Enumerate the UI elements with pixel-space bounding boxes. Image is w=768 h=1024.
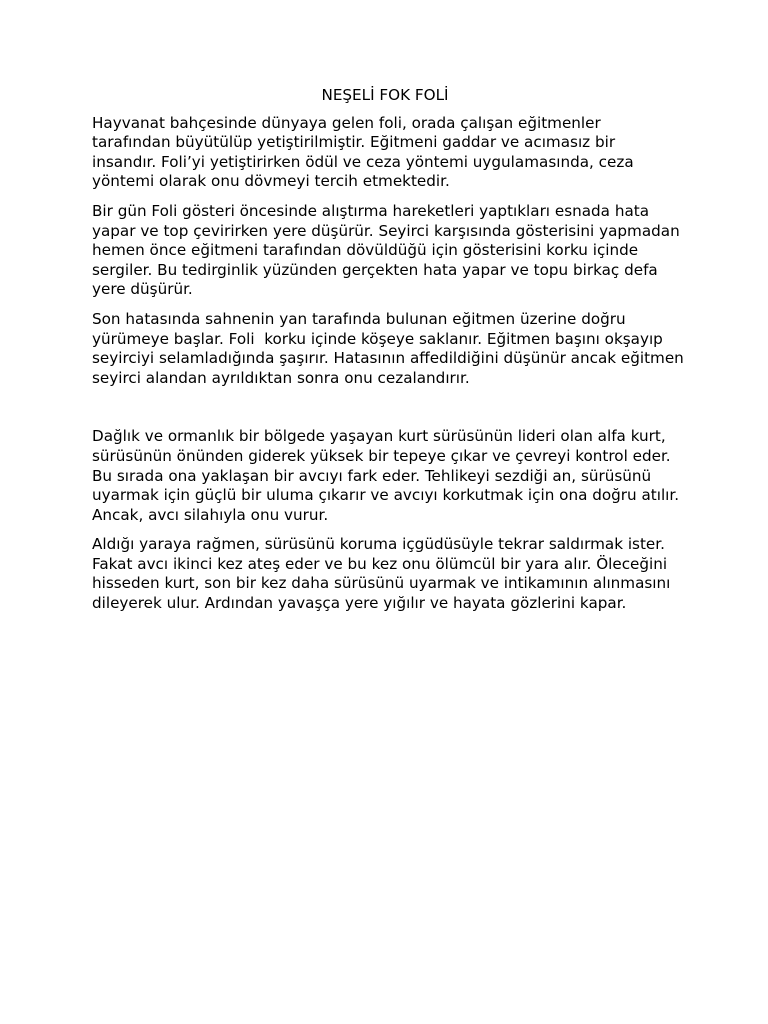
paragraph-3: Son hatasında sahnenin yan tarafında bulunan eğitmen üzerine doğru yürümeye başlar. Foli korku içinde köşeye saklanır. Eğitmen başını okşayıp seyirciyi selamladığında şaşırır. Hatasının affedildiğini düşünür ancak eğitmen seyirci alandan ayrıldıktan sonra onu cezalandırır. [92, 309, 689, 387]
document-body [92, 86, 689, 624]
paragraph-5: Aldığı yaraya rağmen, sürüsünü koruma içgüdüsüyle tekrar saldırmak ister. Fakat avcı ikinci kez ateş eder ve bu kez onu ölümcül bir yara alır. Öleceğini hisseden kurt, son bir kez daha sürüsünü uyarmak ve intikamının alınmasını dileyerek ulur. Ardından yavaşça yere yığılır ve hayata gözlerini kapar. [92, 535, 676, 613]
paragraph-2: Bir gün Foli gösteri öncesinde alıştırma hareketleri yaptıkları esnada hata yapar ve top çevirirken yere düşürür. Seyirci karşısında gösterisini yapmadan hemen önce eğitmeni tarafından dövüldüğü için gösterisini korku içinde sergiler. Bu tedirginlik yüzünden gerçekten hata yapar ve topu birkaç defa yere düşürür. [92, 201, 685, 299]
paragraph-1: Hayvanat bahçesinde dünyaya gelen foli, orada çalışan eğitmenler tarafından büyütülüp yetiştirilmiştir. Eğitmeni gaddar ve acımasız bir insandır. Foli’yi yetiştirirken ödül ve ceza yöntemi uygulamasında, ceza yöntemi olarak onu dövmeyi tercih etmektedir. [92, 113, 639, 191]
document-title: NEŞELİ FOK FOLİ [321, 86, 449, 104]
paragraph-4: Dağlık ve ormanlık bir bölgede yaşayan kurt sürüsünün lideri olan alfa kurt, sürüsünün önünden giderek yüksek bir tepeye çıkar ve çevreyi kontrol eder. Bu sırada ona yaklaşan bir avcıyı fark eder. Tehlikeyi sezdiği an, sürüsünü uyarmak için güçlü bir uluma çıkarır ve avcıyı korkutmak için ona doğru atılır. Ancak, avcı silahıyla onu vurur. [92, 427, 684, 524]
